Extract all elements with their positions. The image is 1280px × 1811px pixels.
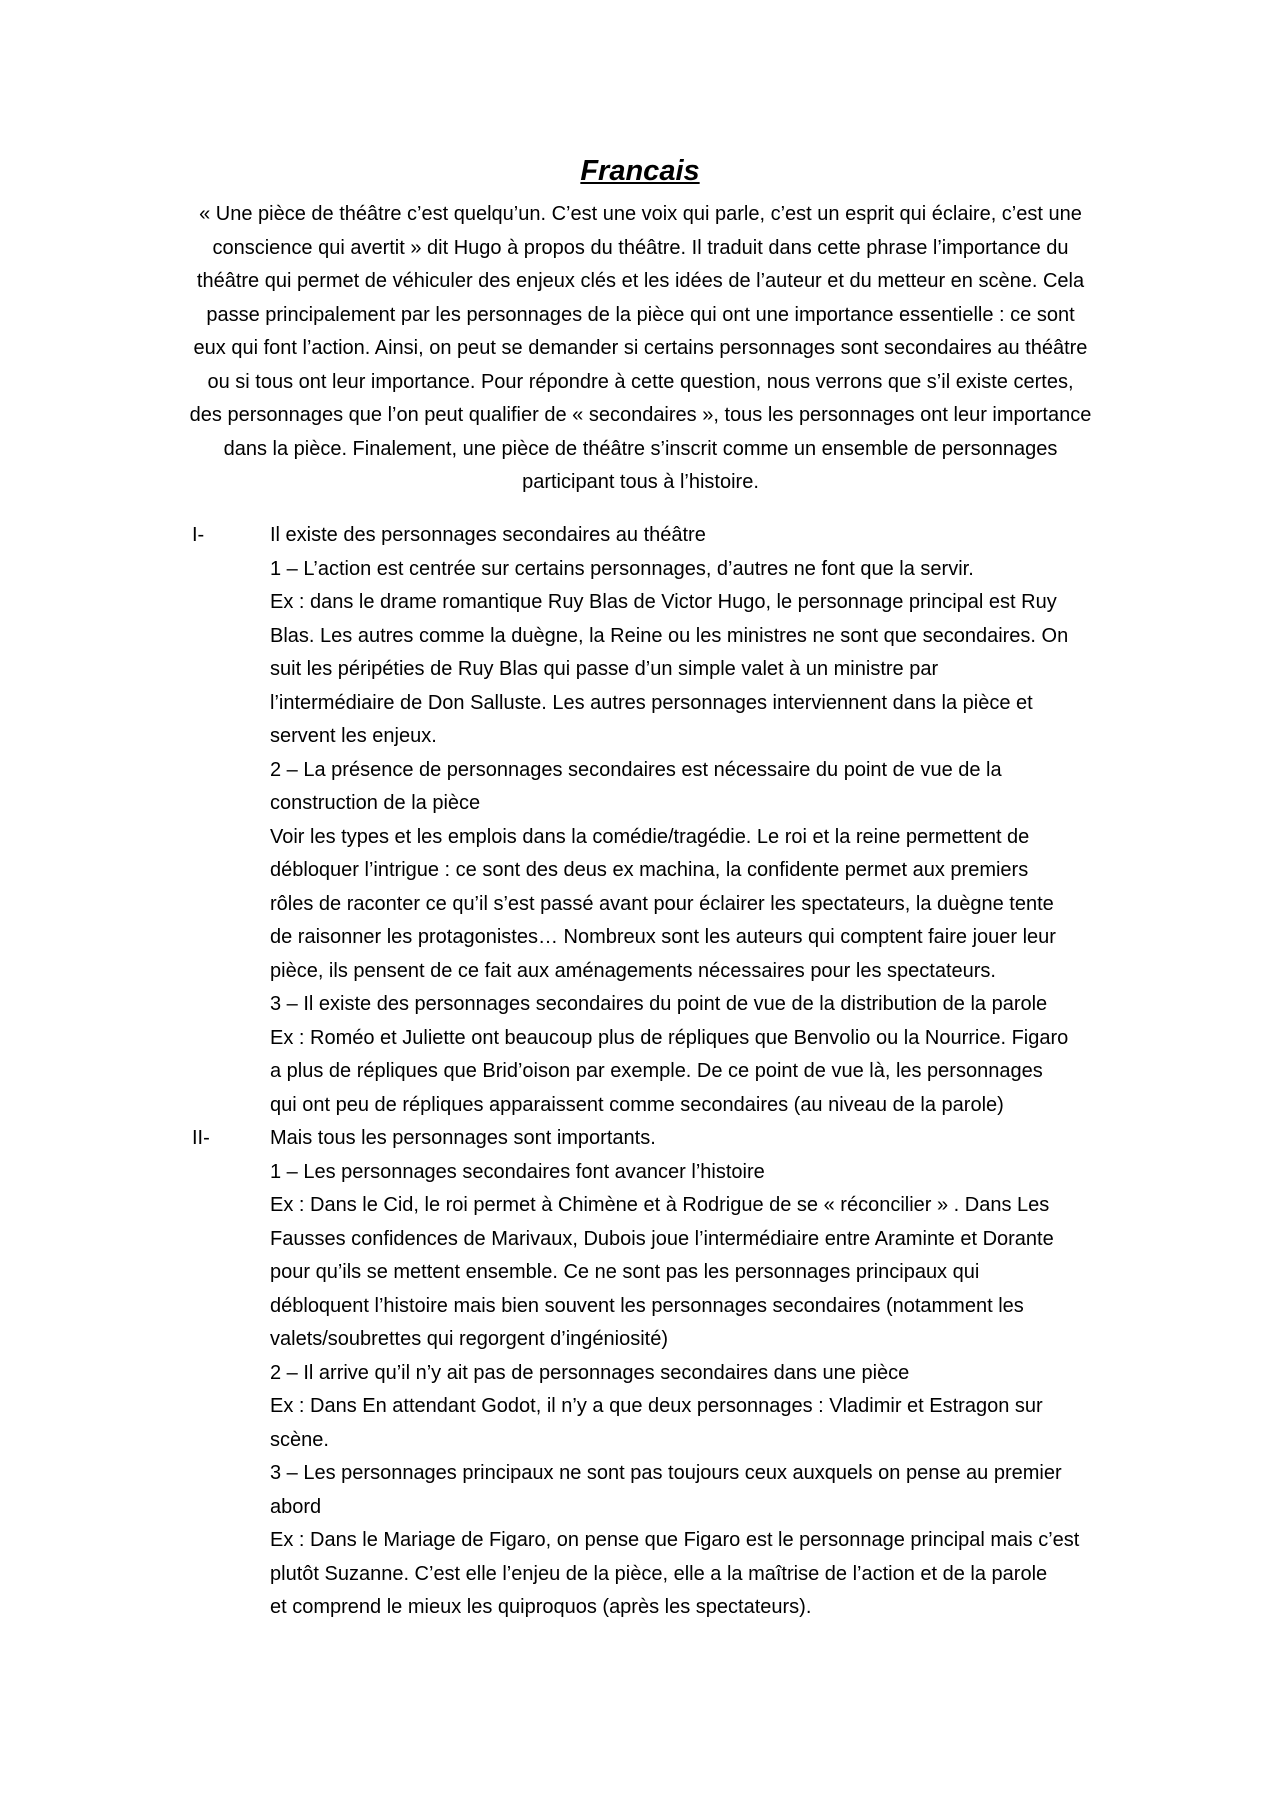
intro-line: ou si tous ont leur importance. Pour répondre à cette question, nous verrons que s’il existe certes,: [207, 370, 1074, 393]
outline-text: a plus de répliques que Brid’oison par exemple. De ce point de vue là, les personnages: [270, 1060, 1043, 1082]
outline-line: [0, 1457, 1280, 1491]
outline-text: plutôt Suzanne. C’est elle l’enjeu de la pièce, elle a la maîtrise de l’action et de la parole: [270, 1562, 1048, 1585]
outline-text: débloquer l’intrigue : ce sont des deus ex machina, la confidente permet aux premiers: [270, 859, 1029, 881]
document-title: Francais: [580, 155, 700, 187]
outline-text: Ex : dans le drame romantique Ruy Blas de Victor Hugo, le personnage principal est Ruy: [270, 591, 1057, 613]
outline-line: [0, 1290, 1280, 1324]
intro-line: « Une pièce de théâtre c’est quelqu’un. C’est une voix qui parle, c’est un esprit qui éclaire, c’est une: [199, 203, 1082, 225]
outline-text: de raisonner les protagonistes… Nombreux sont les auteurs qui comptent faire jouer leur: [270, 926, 1056, 948]
intro-line: conscience qui avertit » dit Hugo à propos du théâtre. Il traduit dans cette phrase l’importance du: [212, 236, 1069, 259]
outline-number: II-: [192, 1127, 210, 1149]
outline-text: Mais tous les personnages sont importants.: [270, 1127, 656, 1149]
outline-line: [0, 653, 1280, 687]
intro-line: passe principalement par les personnages de la pièce qui ont une importance essentielle : ce sont: [206, 303, 1075, 326]
outline-text: abord: [270, 1495, 322, 1518]
outline-text: débloquent l’histoire mais bien souvent les personnages secondaires (notamment les: [270, 1294, 1024, 1317]
outline-text: 3 – Les personnages principaux ne sont pas toujours ceux auxquels on pense au premier: [270, 1462, 1062, 1484]
outline-line: [0, 854, 1280, 888]
outline-line: [0, 1491, 1280, 1525]
intro-line: des personnages que l’on peut qualifier de « secondaires », tous les personnages ont leur importance: [189, 404, 1092, 426]
outline-line: [0, 821, 1280, 855]
outline-text: et comprend le mieux les quiproquos (après les spectateurs).: [270, 1596, 812, 1618]
outline-line: [0, 1424, 1280, 1458]
intro-line: participant tous à l’histoire.: [522, 471, 759, 493]
outline-line: [0, 1558, 1280, 1592]
outline-line: [0, 1591, 1280, 1625]
outline-text: Voir les types et les emplois dans la comédie/tragédie. Le roi et la reine permettent de: [270, 825, 1030, 848]
outline-text: scène.: [270, 1428, 329, 1451]
outline-text: 3 – Il existe des personnages secondaires du point de vue de la distribution de la parole: [270, 993, 1048, 1015]
outline-line: [0, 1055, 1280, 1089]
outline-text: pour qu’ils se mettent ensemble. Ce ne sont pas les personnages principaux qui: [270, 1261, 980, 1283]
outline-line: [0, 720, 1280, 754]
outline-line: [0, 1357, 1280, 1391]
outline-line: [0, 620, 1280, 654]
outline-line: [0, 553, 1280, 587]
outline-line: [0, 687, 1280, 721]
intro-line: dans la pièce. Finalement, une pièce de théâtre s’inscrit comme un ensemble de personnages: [223, 437, 1058, 460]
outline-text: 1 – Les personnages secondaires font avancer l’histoire: [270, 1160, 765, 1183]
outline-number: I-: [192, 524, 205, 546]
outline-line: [0, 519, 1280, 553]
outline-line: [0, 1089, 1280, 1123]
outline-line: [0, 1524, 1280, 1558]
outline-line: [0, 586, 1280, 620]
outline-line: [0, 1256, 1280, 1290]
outline-text: Ex : Dans En attendant Godot, il n’y a que deux personnages : Vladimir et Estragon sur: [270, 1395, 1043, 1417]
outline-line: [0, 1323, 1280, 1357]
outline-line: [0, 955, 1280, 989]
outline-text: suit les péripéties de Ruy Blas qui passe d’un simple valet à un ministre par: [270, 658, 939, 680]
outline-line: [0, 1122, 1280, 1156]
outline-text: pièce, ils pensent de ce fait aux aménagements nécessaires pour les spectateurs.: [270, 959, 996, 982]
outline-text: 2 – Il arrive qu’il n’y ait pas de personnages secondaires dans une pièce: [270, 1361, 910, 1384]
outline-text: 1 – L’action est centrée sur certains personnages, d’autres ne font que la servir.: [270, 557, 974, 580]
outline-line: [0, 988, 1280, 1022]
outline-line: [0, 921, 1280, 955]
outline-text: l’intermédiaire de Don Salluste. Les autres personnages interviennent dans la pièce et: [270, 691, 1033, 714]
outline-line: [0, 1390, 1280, 1424]
outline-text: qui ont peu de répliques apparaissent comme secondaires (au niveau de la parole): [270, 1093, 1004, 1116]
outline-text: valets/soubrettes qui regorgent d’ingéniosité): [270, 1328, 669, 1350]
outline-text: Ex : Dans le Mariage de Figaro, on pense que Figaro est le personnage principal mais c’est: [270, 1529, 1080, 1551]
outline-line: [0, 1189, 1280, 1223]
outline-line: [0, 754, 1280, 788]
outline-text: Ex : Roméo et Juliette ont beaucoup plus de répliques que Benvolio ou la Nourrice. Figaro: [270, 1026, 1069, 1049]
outline-list: [0, 519, 1280, 1625]
outline-text: 2 – La présence de personnages secondaires est nécessaire du point de vue de la: [270, 758, 1002, 781]
intro-line: eux qui font l’action. Ainsi, on peut se demander si certains personnages sont secondaires au théâtre: [193, 337, 1088, 359]
outline-text: construction de la pièce: [270, 792, 481, 814]
outline-text: servent les enjeux.: [270, 725, 437, 747]
outline-text: Blas. Les autres comme la duègne, la Reine ou les ministres ne sont que secondaires. On: [270, 624, 1069, 647]
outline-line: [0, 1223, 1280, 1257]
intro-line: théâtre qui permet de véhiculer des enjeux clés et les idées de l’auteur et du metteur en scène. Cela: [196, 270, 1085, 292]
outline-text: Fausses confidences de Marivaux, Dubois joue l’intermédiaire entre Araminte et Dorante: [270, 1227, 1054, 1250]
outline-text: Il existe des personnages secondaires au théâtre: [270, 524, 706, 546]
outline-line: [0, 1022, 1280, 1056]
intro-paragraph: [148, 198, 1133, 500]
outline-text: Ex : Dans le Cid, le roi permet à Chimène et à Rodrigue de se « réconcilier » . Dans Les: [270, 1194, 1050, 1216]
outline-line: [0, 888, 1280, 922]
outline-line: [0, 1156, 1280, 1190]
outline-line: [0, 787, 1280, 821]
outline-text: rôles de raconter ce qu’il s’est passé avant pour éclairer les spectateurs, la duègne tente: [270, 892, 1054, 915]
